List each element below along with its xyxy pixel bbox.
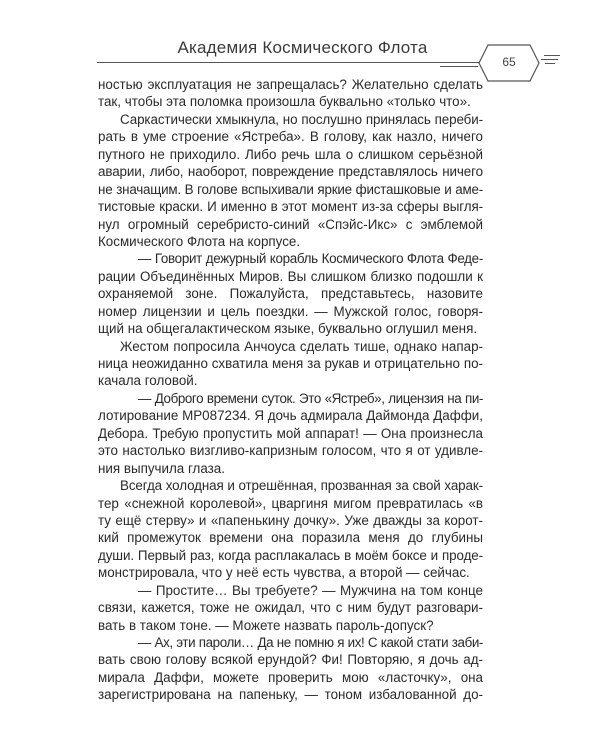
text-line: это настолько визгливо-капризным голосом, что я от удивле- [98,443,483,459]
text-line: Жестом попросила Анчоуса сделать тише, однако напар- [120,338,483,354]
page-number: 65 [502,55,516,69]
text-line: ностью эксплуатация не запрещалась? Желательно сделать [98,77,483,92]
dialogue-paragraph [98,634,483,704]
text-line: — Ах, эти пароли… Да не помню я их! С какой стати заби- [138,635,483,650]
text-line: охраняемой зоне. Пожалуйста, представьтесь, назовите [98,286,483,302]
text-line: зарегистрирована на папеньку, — тоном избалованной до- [98,687,483,703]
text-line: — Доброго времени суток. Это «Ястреб», лицензия на пи- [138,390,483,406]
text-line: связи, кажется, тоже не ожидал, что с ним будут разговари- [98,600,483,616]
text-line: тистовые краски. И именно в этот момент из-за сферы выгля- [98,199,483,215]
text-line: мирала Даффи, можете проверить мою «ласточку», она [98,669,483,685]
text-line: качала головой. [98,373,198,389]
text-line: Космического Флота на корпусе. [98,233,301,249]
text-line: монстрировала, что у неё есть чувства, а второй — сейчас. [98,565,470,581]
dialogue-paragraph [98,390,483,477]
header-rule [97,62,479,63]
text-line: кий промежуток времени она поразила меня до глубины [98,530,483,546]
text-line: Всегда холодная и отрешённая, прозванная за свой харак- [120,478,483,494]
text-line: — Говорит дежурный корабль Космического Флота Феде- [138,251,483,267]
header-rule-accent [440,66,478,67]
text-line: так, чтобы эта поломка произошла буквально «только что». [98,94,471,110]
dialogue-paragraph [98,582,483,634]
text-line: вать свою голову всякой ерундой? Фи! Повторяю, я дочь ад- [98,652,483,668]
text-line: — Простите… Вы требуете? — Мужчина на том конце [138,582,483,598]
text-line: ту ещё стерву» и «папенькину дочку». Уже дважды за корот- [98,512,483,528]
paragraph [98,76,483,111]
text-line: ница неожиданно схватила меня за рукав и отрицательно по- [98,356,483,371]
text-line: нул огромный серебристо-синий «Спэйс-Икс» с эмблемой [98,216,483,232]
header-deco-line [544,55,560,56]
running-title: Академия Космического Флота [177,38,428,57]
text-line: рации Объединённых Миров. Вы слишком близко подошли к [98,268,483,284]
text-line: Дебора. Требую пропустить мой аппарат! — Она произнесла [98,425,483,441]
text-line: вать в таком тоне. — Можете назвать пароль-допуск? [98,617,434,633]
paragraph [98,477,483,582]
paragraph [98,338,483,390]
header-deco-line [545,63,555,64]
text-line: номер лицензии и цель поездки. — Мужской голос, говоря- [98,303,483,319]
text-line: путного не приходило. Либо речь шла о слишком серьёзной [98,146,483,162]
text-line: лотирование MP087234. Я дочь адмирала Даймонда Даффи, [98,408,483,424]
text-line: Саркастически хмыкнула, но послушно принялась переби- [120,111,483,127]
text-line: щий на общегалактическом языке, буквально оглушил меня. [98,321,478,337]
paragraph [98,111,483,251]
text-line: не значащим. В голове вспыхивали яркие фисташковые и аме- [98,181,483,197]
header-deco-line [541,59,558,60]
dialogue-paragraph [98,250,483,337]
text-line: аварии, либо, наоборот, повреждение представлялось ничего [98,164,483,180]
text-line: рать в уме строение «Ястреба». В голову, как назло, ничего [98,129,483,145]
text-line: ния выпучила глаза. [98,460,225,476]
text-line: тер «снежной королевой», цваргиня мигом превратилась «в [98,495,483,511]
body-text [98,76,483,704]
text-line: души. Первый раз, когда расплакалась в моём боксе и проде- [98,547,483,563]
